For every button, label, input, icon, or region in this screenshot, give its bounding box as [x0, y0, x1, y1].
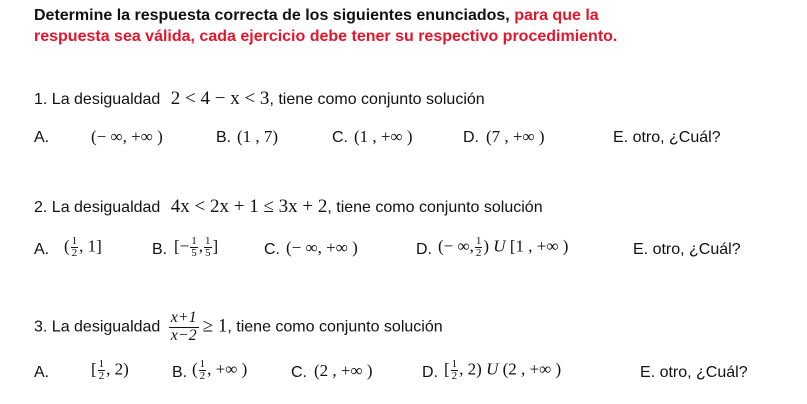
q3-option-d-letter: D.	[422, 364, 438, 381]
question-2	[34, 196, 543, 218]
q2-option-d-letter: D.	[416, 241, 432, 258]
question-1	[34, 88, 485, 110]
q2-option-b-value: [− $\frac{1}{5}$ , $\frac{1}{5}$ ]	[174, 235, 219, 259]
q1-option-b-letter: B.	[216, 129, 232, 146]
q1-option-e: E. otro, ¿Cuál?	[613, 129, 721, 146]
q3-option-a-value: [ $\frac{1}{2}$ , 2)	[91, 358, 129, 382]
q2-option-d-value: (− ∞, $\frac{1}{2}$ ) U [1 , +∞ )	[438, 235, 569, 259]
question-1-inequality: 2 < 4 − x < 3	[170, 88, 270, 109]
question-1-prefix: 1. La desigualdad	[34, 91, 161, 108]
q2-option-c-value: (− ∞, +∞ )	[286, 238, 358, 257]
instructions-text: Determine la respuesta correcta de los siguientes enunciados,	[34, 7, 510, 24]
q1-option-b-value: (1 , 7)	[237, 127, 279, 146]
q3-option-b-value: ( $\frac{1}{2}$ , +∞ )	[192, 358, 248, 382]
q2-option-a-letter: A.	[34, 241, 50, 258]
q2-option-c-letter: C.	[264, 241, 280, 258]
q2-option-b-letter: B.	[152, 241, 168, 258]
q2-option-a-value: ( $\frac{1}{2}$ , 1]	[64, 235, 102, 259]
q1-option-c-value: (1 , +∞ )	[354, 127, 413, 146]
q3-option-a-letter: A.	[34, 364, 50, 381]
instructions-highlight: para que la	[514, 7, 599, 24]
question-2-inequality: 4x < 2x + 1 ≤ 3x + 2	[170, 196, 328, 217]
question-3-suffix: , tiene como conjunto solución	[227, 318, 443, 336]
question-3-inequality-rest: ≥ 1	[202, 315, 228, 337]
q3-option-c-value: (2 , +∞ )	[314, 361, 373, 380]
q3-option-d-value: [ $\frac{1}{2}$ , 2) U (2 , +∞ )	[444, 358, 562, 382]
q3-option-b-letter: B.	[172, 364, 188, 381]
q1-option-d-letter: D.	[463, 129, 479, 146]
q3-option-e: E. otro, ¿Cuál?	[640, 364, 748, 381]
instructions-line-2: respuesta sea válida, cada ejercicio debe tener su respectivo procedimiento.	[34, 28, 618, 45]
q1-option-a-letter: A.	[34, 129, 50, 146]
q1-option-d-value: (7 , +∞ )	[486, 127, 545, 146]
question-3-fraction-numerator: x+1	[170, 309, 197, 326]
q1-option-c-letter: C.	[332, 129, 348, 146]
question-3	[34, 310, 443, 345]
question-3-fraction-denominator: x−2	[170, 326, 197, 344]
question-3-fraction	[169, 310, 199, 345]
q3-option-c-letter: C.	[291, 364, 307, 381]
instructions-line-1	[34, 7, 599, 25]
question-2-suffix: , tiene como conjunto solución	[327, 199, 543, 216]
q2-option-e: E. otro, ¿Cuál?	[633, 241, 741, 258]
question-1-suffix: , tiene como conjunto solución	[269, 91, 485, 108]
question-2-prefix: 2. La desigualdad	[34, 199, 161, 216]
question-3-prefix: 3. La desigualdad	[34, 318, 161, 336]
q1-option-a-value: (− ∞, +∞ )	[91, 127, 163, 146]
